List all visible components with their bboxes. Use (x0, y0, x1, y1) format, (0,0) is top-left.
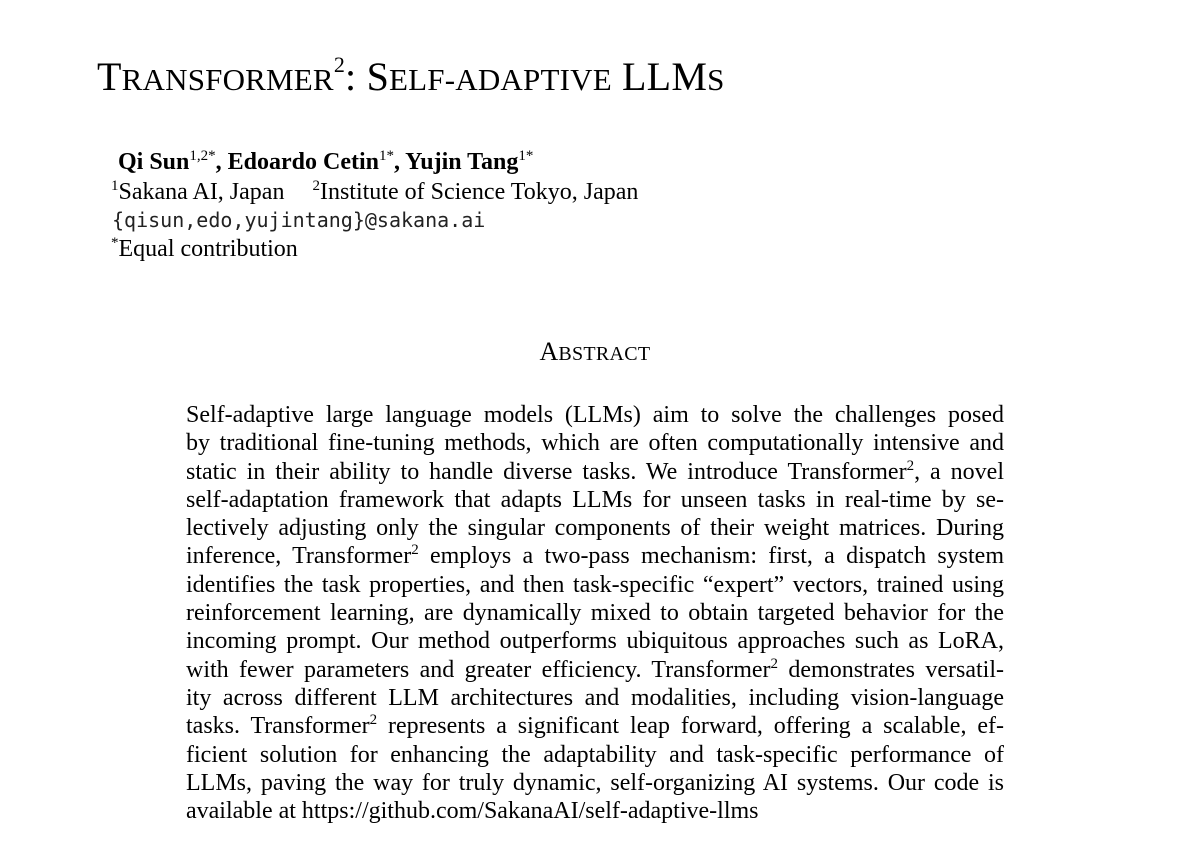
abstract-heading-rest: BSTRACT (558, 343, 651, 365)
abstract-text: employs a two-pass mechanism: first, a dispatch system (418, 543, 1004, 570)
abstract-line (186, 656, 1004, 684)
equal-contribution-mark: * (111, 235, 119, 251)
abstract-text: inference, Transformer (186, 543, 412, 570)
abstract-line: lectively adjusting only the singular components of their weight matrices. During (186, 515, 1004, 542)
abstract-line: Self-adaptive large language models (LLMs) aim to solve the challenges posed (186, 402, 1004, 428)
abstract-heading (0, 336, 1190, 370)
title-initial-2: S (366, 54, 390, 99)
title-colon: : (345, 54, 357, 99)
title-word-2: ELF-ADAPTIVE (389, 62, 612, 97)
paper-title (97, 52, 725, 105)
affiliation-mark: 1 (111, 178, 119, 194)
abstract-line: ficient solution for enhancing the adaptability and task-specific performance of (186, 741, 1004, 768)
title-superscript: 2 (333, 51, 346, 77)
abstract-superscript: 2 (770, 655, 779, 672)
abstract-text: represents a significant leap forward, offering a scalable, ef- (377, 713, 1004, 740)
author-affil-mark: 1* (379, 148, 394, 164)
abstract-line: LLMs, paving the way for truly dynamic, self-organizing AI systems. Our code is (186, 769, 1004, 796)
author-separator: , (215, 149, 222, 175)
contact-email[interactable]: {qisun,edo,yujintang}@sakana.ai (112, 208, 486, 232)
abstract-line (186, 712, 1004, 740)
affiliation-mark: 2 (312, 178, 320, 194)
title-initial: T (97, 54, 122, 99)
abstract-line (186, 542, 1004, 570)
title-word: RANSFORMER (121, 62, 334, 97)
author-name: Yujin Tang (405, 149, 519, 175)
abstract-line: by traditional fine-tuning methods, which are often computationally intensive and (186, 430, 1004, 457)
author-separator: , (394, 149, 400, 175)
abstract-text: with fewer parameters and greater efficiency. Transformer (186, 656, 771, 683)
abstract-text: demonstrates versatil- (778, 656, 1004, 683)
abstract-superscript: 2 (369, 712, 378, 729)
affiliations (111, 177, 638, 207)
abstract-line: identifies the task properties, and then task-specific “expert” vectors, trained using (186, 571, 1004, 598)
abstract-text: , a novel (914, 458, 1005, 485)
title-word-3: LLM (622, 54, 708, 99)
author-affil-mark: 1,2* (189, 148, 216, 164)
abstract-line: reinforcement learning, are dynamically mixed to obtain targeted behavior for the (186, 600, 1004, 627)
affiliation: Institute of Science Tokyo, Japan (319, 179, 639, 205)
author-list (118, 147, 533, 177)
author-name: Qi Sun (118, 149, 190, 175)
title-word-3-tail: S (707, 62, 725, 97)
abstract-line: ity across different LLM architectures and modalities, including vision-language (186, 684, 1004, 711)
abstract-line: incoming prompt. Our method outperforms ubiquitous approaches such as LoRA, (186, 628, 1004, 655)
equal-contribution-text: Equal contribution (118, 236, 298, 262)
abstract-line: self-adaptation framework that adapts LLMs for unseen tasks in real-time by se- (186, 486, 1004, 513)
equal-contribution-note (111, 234, 298, 264)
abstract-line (186, 458, 1004, 486)
abstract-heading-initial: A (539, 337, 559, 366)
affiliation: Sakana AI, Japan (118, 179, 285, 205)
abstract-line: available at https://github.com/SakanaAI/self-adaptive-llms (186, 798, 759, 825)
author-name: Edoardo Cetin (227, 149, 379, 175)
abstract-superscript: 2 (906, 457, 915, 474)
author-affil-mark: 1* (518, 148, 534, 164)
abstract-text: static in their ability to handle diverse tasks. We introduce Transformer (186, 458, 907, 485)
abstract-superscript: 2 (411, 542, 419, 559)
abstract-text: tasks. Transformer (186, 713, 370, 740)
abstract-body (186, 401, 1004, 825)
